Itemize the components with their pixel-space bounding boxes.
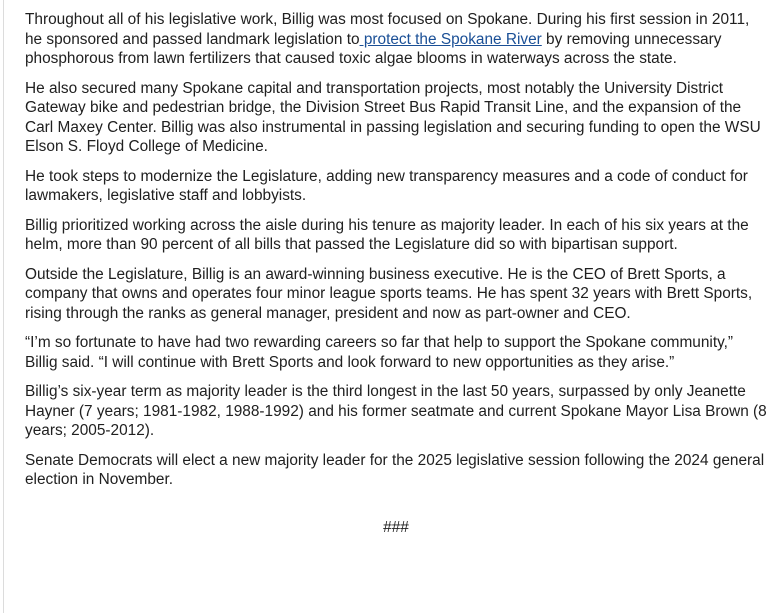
end-mark: ### [383,518,409,536]
paragraph-brett-sports: Outside the Legislature, Billig is an award-winning business executive. He is the CEO of Brett Sports, a company that owns and operates four minor league sports teams. He has spent 32 years with Brett Sports, rising through the ranks as general manager, president and now as part-owner and CEO. [25,265,753,322]
paragraph-bipartisan: Billig prioritized working across the aisle during his tenure as majority leader. In each of his six years at the helm, more than 90 percent of all bills that passed the Legislature did so with bipartisan support. [25,216,749,253]
paragraph-text: Throughout all of his legislative work, Billig was most focused on Spokane. During his first session in 2011, he sponsored and passed landmark legislation to [25,11,750,48]
paragraph-term-length: Billig’s six-year term as majority leader is the third longest in the last 50 years, surpassed by only Jeanette Hayner (7 years; 1981-1982, 1988-1992) and his former seatmate and current Spokane Mayor Lisa Brown (8 years; 2005-2012). [25,383,767,439]
paragraph-quote: “I’m so fortunate to have had two rewarding careers so far that help to support the Spokane community,” Billig said. “I will continue with Brett Sports and look forward to new opportunities as they arise.” [25,334,734,371]
paragraph-text: by removing unnecessary phosphorous from lawn fertilizers that caused toxic algae blooms in waterways across the state. [25,30,722,67]
paragraph-modernize-legislature: He took steps to modernize the Legislature, adding new transparency measures and a code of conduct for lawmakers, legislative staff and lobbyists. [25,167,748,204]
article-body [3,0,778,613]
paragraph-new-leader: Senate Democrats will elect a new majority leader for the 2025 legislative session following the 2024 general election in November. [25,451,765,488]
protect-spokane-river-link[interactable]: protect the Spokane River [359,30,542,48]
paragraph-capital-projects: He also secured many Spokane capital and transportation projects, most notably the University District Gateway bike and pedestrian bridge, the Division Street Bus Rapid Transit Line, and the expansion of the Carl Maxey Center. Billig was also instrumental in passing legislation and securing funding to open the WSU Elson S. Floyd College of Medicine. [25,79,761,155]
paragraph-spokane-focus [25,10,767,69]
